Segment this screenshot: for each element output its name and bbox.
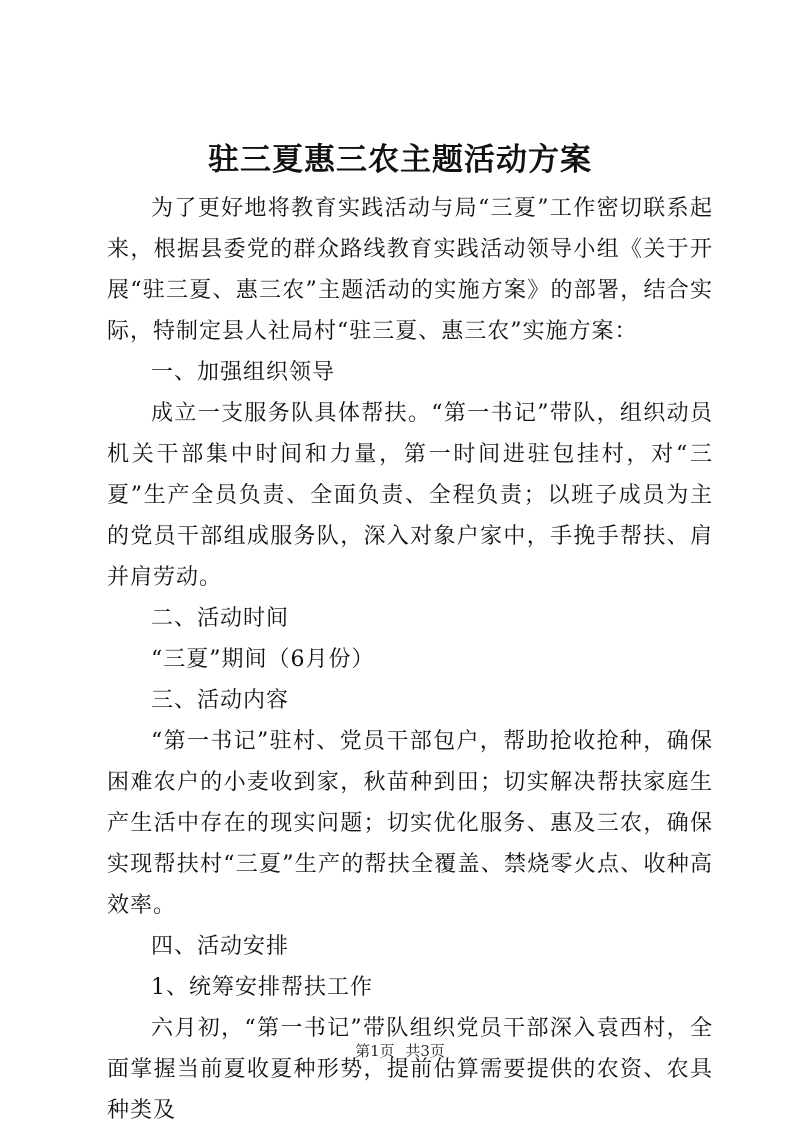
document-body [107, 188, 713, 1131]
body-paragraph: “三夏”期间（6月份） [151, 647, 375, 672]
page-number: 第1页 [355, 1042, 395, 1060]
intro-paragraph: 为了更好地将教育实践活动与局“三夏”工作密切联系起来，根据县委党的群众路线教育实践活动领导小组《关于开展“驻三夏、惠三农”主题活动的实施方案》的部署，结合实际，特制定县人社局村“驻三夏、惠三农”实施方案： [107, 196, 713, 344]
body-paragraph: 六月初，“第一书记”带队组织党员干部深入袁西村，全面掌握当前夏收夏种形势，提前估算需要提供的农资、农具种类及 [107, 1016, 713, 1123]
page-footer [0, 1040, 800, 1062]
section-heading-2: 二、活动时间 [151, 606, 290, 631]
subsection-heading: 1、统筹安排帮扶工作 [151, 975, 373, 1000]
section-heading-1: 一、加强组织领导 [151, 360, 336, 385]
document-title: 驻三夏惠三农主题活动方案 [208, 142, 592, 178]
body-paragraph: “第一书记”驻村、党员干部包户，帮助抢收抢种，确保困难农户的小麦收到家，秋苗种到田；切实解决帮扶家庭生产生活中存在的现实问题；切实优化服务、惠及三农，确保实现帮扶村“三夏”生产的帮扶全覆盖、禁烧零火点、收种高效率。 [107, 729, 713, 918]
section-heading-4: 四、活动安排 [151, 934, 290, 959]
body-paragraph: 成立一支服务队具体帮扶。“第一书记”带队，组织动员机关干部集中时间和力量，第一时间进驻包挂村，对“三夏”生产全员负责、全面负责、全程负责；以班子成员为主的党员干部组成服务队，深入对象户家中，手挽手帮扶、肩并肩劳动。 [107, 401, 713, 590]
page-total: 共3页 [405, 1042, 445, 1060]
section-heading-3: 三、活动内容 [151, 688, 290, 713]
